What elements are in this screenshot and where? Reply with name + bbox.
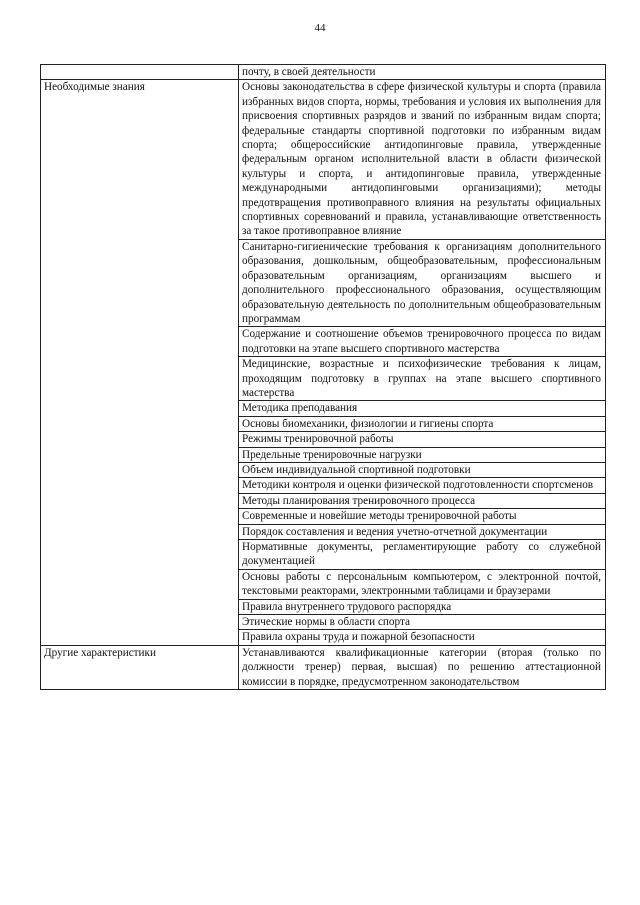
knowledge-item: Нормативные документы, регламентирующие работу со служебной документацией xyxy=(239,540,606,570)
knowledge-item: Методы планирования тренировочного процесса xyxy=(239,493,606,508)
continuation-text: почту, в своей деятельности xyxy=(239,65,606,80)
knowledge-label: Необходимые знания xyxy=(41,80,239,645)
knowledge-item: Объем индивидуальной спортивной подготовки xyxy=(239,462,606,477)
knowledge-item: Правила охраны труда и пожарной безопасности xyxy=(239,630,606,645)
knowledge-item: Порядок составления и ведения учетно-отчетной документации xyxy=(239,524,606,539)
knowledge-item: Предельные тренировочные нагрузки xyxy=(239,447,606,462)
knowledge-item: Основы законодательства в сфере физической культуры и спорта (правила избранных видов спорта, нормы, требования и условия их выполнения для присвоения спортивных разрядов и званий по избранным видам спорта; федеральные стандарты спортивной подготовки по избранным видам спорта; общероссийские антидопинговые правила, утвержденные федеральным органом исполнительной власти в области физической культуры и спорта, и антидопинговые правила, утвержденные международными антидопинговыми организациями); методы предотвращения противоправного влияния на результаты официальных спортивных соревнований и правила, устанавливающие ответственность за такое противоправное влияние xyxy=(239,80,606,239)
job-requirements-table xyxy=(40,64,606,690)
knowledge-item: Методика преподавания xyxy=(239,401,606,416)
knowledge-item: Современные и новейшие методы тренировочной работы xyxy=(239,509,606,524)
table-row xyxy=(41,65,606,80)
knowledge-item: Основы работы с персональным компьютером, с электронной почтой, текстовыми реакторами, электронными таблицами и браузерами xyxy=(239,569,606,599)
knowledge-item: Методики контроля и оценки физической подготовленности спортсменов xyxy=(239,478,606,493)
knowledge-item: Санитарно-гигиенические требования к организациям дополнительного образования, дошкольным, общеобразовательным, профессиональным образовательным организациям, организациям высшего и дополнительного профессионального образования, осуществляющим образовательную деятельность по дополнительным общеобразовательным программам xyxy=(239,239,606,326)
knowledge-item: Режимы тренировочной работы xyxy=(239,432,606,447)
table-row xyxy=(41,645,606,689)
other-label: Другие характеристики xyxy=(41,645,239,689)
knowledge-item: Основы биомеханики, физиологии и гигиены спорта xyxy=(239,416,606,431)
page-number: 44 xyxy=(314,22,326,34)
empty-label-cell xyxy=(41,65,239,80)
table-row xyxy=(41,80,606,239)
knowledge-item: Содержание и соотношение объемов тренировочного процесса по видам подготовки на этапе высшего спортивного мастерства xyxy=(239,327,606,357)
other-text: Устанавливаются квалификационные категории (вторая (только по должности тренер) первая, высшая) по решению аттестационной комиссии в порядке, предусмотренном законодательством xyxy=(239,645,606,689)
knowledge-item: Медицинские, возрастные и психофизические требования к лицам, проходящим подготовку в группах на этапе высшего спортивного мастерства xyxy=(239,357,606,401)
knowledge-item: Этические нормы в области спорта xyxy=(239,615,606,630)
knowledge-item: Правила внутреннего трудового распорядка xyxy=(239,599,606,614)
